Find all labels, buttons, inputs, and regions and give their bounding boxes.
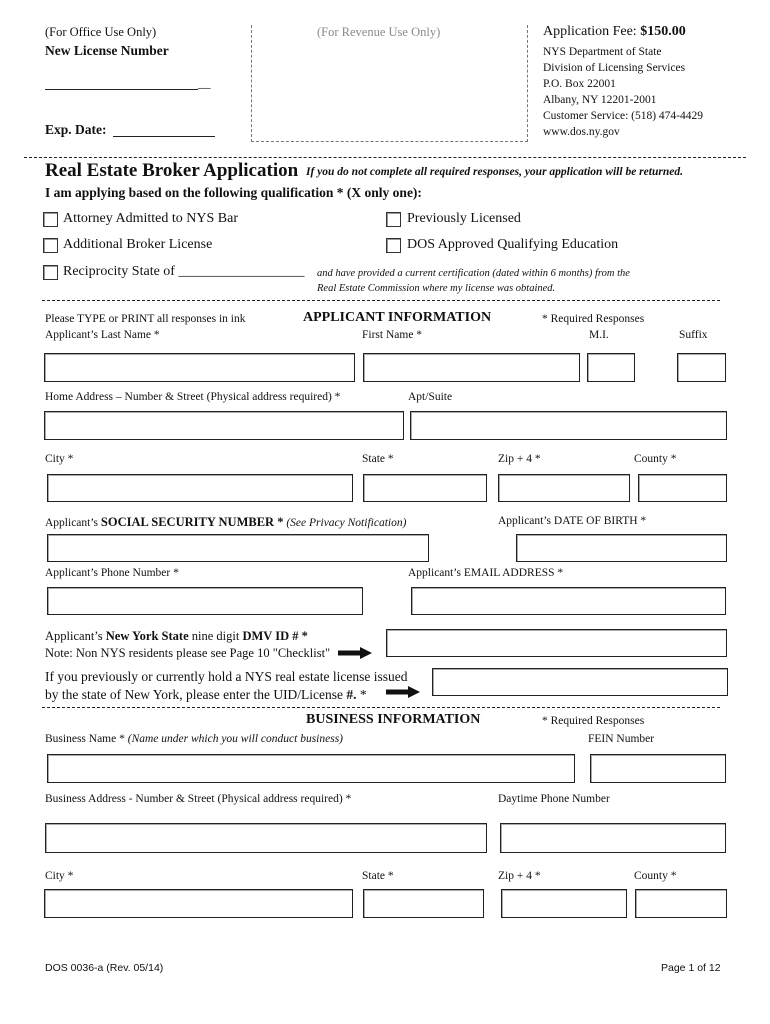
revenue-box-right	[527, 25, 528, 142]
address-line: NYS Department of State	[543, 46, 662, 58]
reciprocity-note	[317, 266, 630, 296]
business-name-note: (Name under which you will conduct business)	[127, 733, 344, 745]
uid-required: *	[359, 687, 367, 702]
fee-label: Application Fee:	[543, 24, 637, 39]
reciprocity-note-line: Real Estate Commission where my license was obtained.	[317, 283, 556, 294]
ssn-prefix: Applicant’s	[45, 517, 99, 529]
applicant-state-label: State *	[362, 453, 394, 465]
phone-label: Applicant’s Phone Number *	[45, 567, 179, 579]
qualification-prompt: I am applying based on the following qualification * (X only one):	[45, 185, 422, 200]
reciprocity-label	[63, 264, 304, 280]
last-name-label: Applicant’s Last Name *	[45, 329, 160, 341]
exp-date-label: Exp. Date:	[45, 122, 107, 137]
attorney-checkbox[interactable]	[43, 212, 58, 227]
business-name-text: Business Name *	[45, 733, 125, 745]
applicant-county-label: County *	[634, 453, 677, 465]
business-county-field[interactable]	[635, 889, 727, 918]
ssn-label-bold: SOCIAL SECURITY NUMBER *	[100, 515, 284, 529]
first-name-label: First Name *	[362, 329, 423, 341]
home-address-field[interactable]	[44, 411, 404, 440]
license-number-suffix: __	[198, 76, 211, 90]
additional-broker-checkbox[interactable]	[43, 238, 58, 253]
mi-label: M.I.	[589, 329, 609, 341]
ssn-privacy-note: (See Privacy Notification)	[286, 517, 407, 529]
last-name-field[interactable]	[44, 353, 355, 382]
new-license-number-label: New License Number	[45, 43, 169, 58]
previously-licensed-label: Previously Licensed	[407, 211, 521, 226]
business-city-label: City *	[45, 870, 74, 882]
business-address-field[interactable]	[45, 823, 487, 853]
address-line: Customer Service: (518) 474-4429	[543, 110, 704, 122]
business-state-field[interactable]	[363, 889, 484, 918]
return-warning: If you do not complete all required responses, your application will be returned.	[306, 166, 683, 178]
attorney-label: Attorney Admitted to NYS Bar	[63, 211, 238, 226]
business-city-field[interactable]	[44, 889, 353, 918]
email-field[interactable]	[411, 587, 726, 615]
dob-field[interactable]	[516, 534, 727, 562]
home-address-label: Home Address – Number & Street (Physical address required) *	[45, 391, 341, 403]
revenue-box-left	[251, 25, 252, 142]
uid-label-line2	[45, 687, 367, 703]
fee-line	[543, 24, 686, 40]
apt-suite-field[interactable]	[410, 411, 727, 440]
phone-field[interactable]	[47, 587, 363, 615]
applicant-required-note: * Required Responses	[542, 313, 645, 325]
dmv-id-label	[45, 629, 308, 644]
dmv-state: New York State	[105, 629, 189, 643]
fein-label: FEIN Number	[588, 733, 655, 745]
dmv-prefix: Applicant’s	[45, 629, 103, 643]
business-zip-field[interactable]	[501, 889, 627, 918]
fein-field[interactable]	[590, 754, 726, 783]
revenue-use-label: (For Revenue Use Only)	[317, 25, 441, 39]
ssn-field[interactable]	[47, 534, 429, 562]
license-number-line[interactable]	[45, 89, 198, 90]
business-phone-label: Daytime Phone Number	[498, 793, 610, 805]
agency-address	[543, 44, 703, 140]
reciprocity-note-line: and have provided a current certification (dated within 6 months) from the	[317, 268, 630, 279]
applicant-zip-label: Zip + 4 *	[498, 453, 541, 465]
applicant-zip-field[interactable]	[498, 474, 630, 502]
additional-broker-label: Additional Broker License	[63, 237, 213, 252]
dob-label: Applicant’s DATE OF BIRTH *	[498, 515, 647, 527]
applicant-city-label: City *	[45, 453, 74, 465]
applicant-state-field[interactable]	[363, 474, 487, 502]
business-divider	[42, 707, 720, 708]
business-county-label: County *	[634, 870, 677, 882]
exp-date-line[interactable]	[113, 136, 215, 137]
business-address-label: Business Address - Number & Street (Physical address required) *	[45, 793, 352, 805]
previously-licensed-checkbox[interactable]	[386, 212, 401, 227]
dmv-mid: nine digit	[191, 629, 240, 643]
page-number: Page 1 of 12	[661, 962, 721, 974]
reciprocity-checkbox[interactable]	[43, 265, 58, 280]
address-line: Albany, NY 12201-2001	[543, 94, 657, 106]
reciprocity-state-blank[interactable]: __________________	[178, 264, 305, 279]
arrow-right-icon	[338, 647, 372, 659]
arrow-right-icon	[386, 686, 420, 698]
mi-field[interactable]	[587, 353, 635, 382]
applicant-city-field[interactable]	[47, 474, 353, 502]
address-line: P.O. Box 22001	[543, 78, 616, 90]
revenue-box-bottom	[251, 141, 528, 142]
business-required-note: * Required Responses	[542, 715, 645, 727]
type-print-note: Please TYPE or PRINT all responses in ink	[45, 313, 246, 325]
applicant-section-heading: APPLICANT INFORMATION	[303, 310, 492, 325]
dmv-note: Note: Non NYS residents please see Page 10 "Checklist"	[45, 646, 331, 660]
suffix-label: Suffix	[679, 329, 708, 341]
header-divider	[24, 157, 746, 158]
suffix-field[interactable]	[677, 353, 726, 382]
form-id: DOS 0036-a (Rev. 05/14)	[45, 962, 164, 974]
dmv-id-bold: DMV ID # *	[242, 629, 308, 643]
page-title: Real Estate Broker Application	[45, 160, 299, 181]
uid-hash: #.	[346, 687, 357, 702]
dos-education-label: DOS Approved Qualifying Education	[407, 237, 619, 252]
first-name-field[interactable]	[363, 353, 580, 382]
qualification-divider	[42, 300, 720, 301]
apt-suite-label: Apt/Suite	[408, 391, 453, 403]
uid-label-line1: If you previously or currently hold a NYS real estate license issued	[45, 669, 408, 684]
business-phone-field[interactable]	[500, 823, 726, 853]
dmv-id-field[interactable]	[386, 629, 727, 657]
business-name-field[interactable]	[47, 754, 575, 783]
office-use-label: (For Office Use Only)	[45, 25, 157, 39]
uid-text: by the state of New York, please enter the UID/License	[45, 687, 344, 702]
dos-education-checkbox[interactable]	[386, 238, 401, 253]
business-section-heading: BUSINESS INFORMATION	[306, 712, 481, 727]
email-label: Applicant’s EMAIL ADDRESS *	[408, 567, 564, 579]
address-line: www.dos.ny.gov	[543, 126, 620, 138]
business-state-label: State *	[362, 870, 394, 882]
ssn-label	[45, 515, 406, 530]
business-zip-label: Zip + 4 *	[498, 870, 541, 882]
fee-amount: $150.00	[640, 24, 686, 39]
applicant-county-field[interactable]	[638, 474, 727, 502]
address-line: Division of Licensing Services	[543, 62, 686, 74]
business-name-label	[45, 733, 343, 745]
uid-license-field[interactable]	[432, 668, 728, 696]
reciprocity-text: Reciprocity State of	[63, 264, 175, 279]
